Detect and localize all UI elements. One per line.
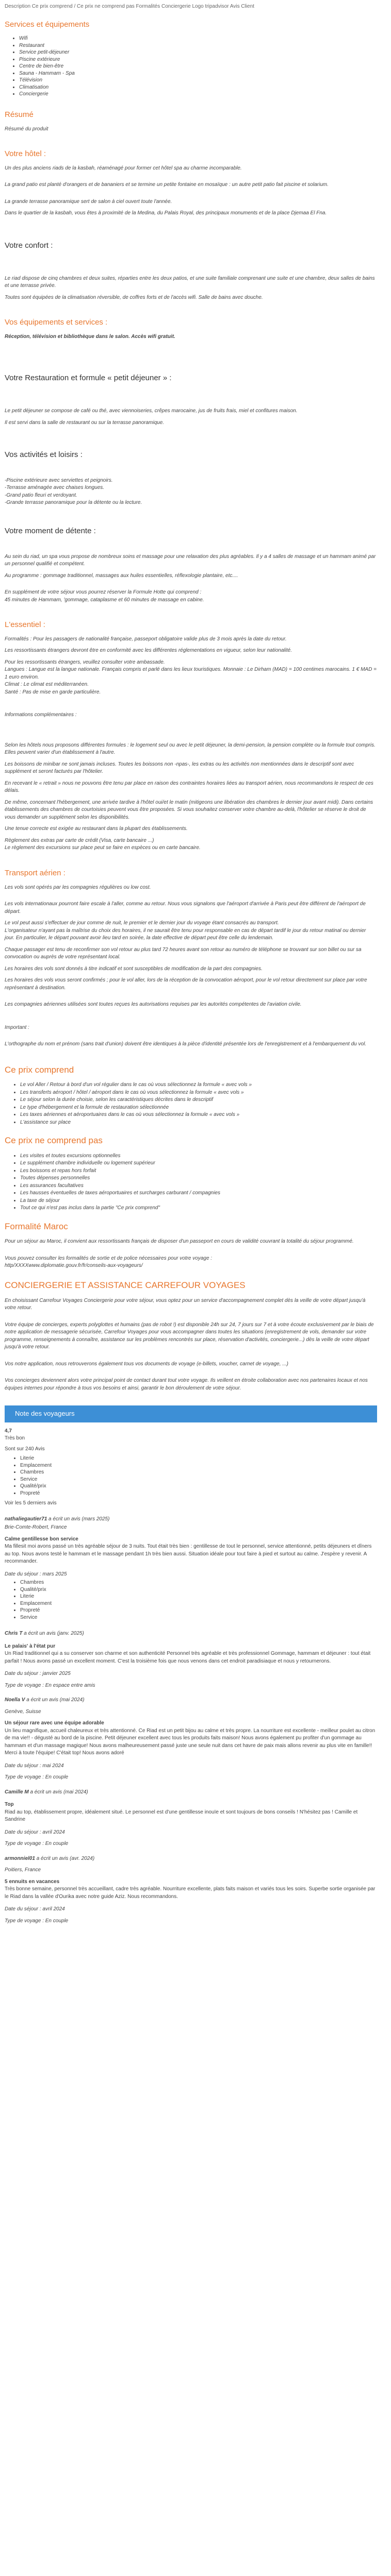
resto-p1: Le petit déjeuner se compose de café ou thé, avec viennoiseries, crêpes marocaine, jus de fruits frais, miel et confitures maison. xyxy=(5,408,298,414)
detente-p2: Au programme : gommage traditionnel, massages aux huiles essentielles, réflexologie plantaire, etc.... xyxy=(5,572,238,579)
essentiel-p13: Règlement des extras par carte de crédit (Visa, carte bancaire ...) xyxy=(5,837,154,843)
service-item: • Wifi xyxy=(19,35,377,42)
review-type: Type de voyage : En espace entre amis xyxy=(5,1682,95,1688)
resume-title: Résumé xyxy=(5,110,34,119)
essentiel-p3: Pour les ressortissants étrangers, veuillez consulter votre ambassade. xyxy=(5,659,165,665)
essentiel-p8: Selon les hôtels nous proposons différentes formules : le logement seul ou avec le petit déjeuner, la demi-pension, la pension complète ou la formule tout compris. Elles peuvent varier d'un établissement à l'autre. xyxy=(5,742,376,756)
review-cat: • Literie xyxy=(20,1593,377,1600)
service-item: • Piscine extérieure xyxy=(19,56,377,63)
service-item: • Service petit-déjeuner xyxy=(19,49,377,56)
review-date: Date du séjour : avril 2024 xyxy=(5,1829,65,1835)
review-date: Date du séjour : janvier 2025 xyxy=(5,1671,71,1677)
review-category: • Emplacement xyxy=(20,1462,377,1469)
review-category: • Literie xyxy=(20,1455,377,1462)
services-list xyxy=(5,35,377,98)
review-title: Un séjour rare avec une équipe adorable xyxy=(5,1720,104,1726)
resto-p2: Il est servi dans la salle de restaurant ou sur la terrasse panoramique. xyxy=(5,419,165,426)
activites-l1: -Piscine extérieure avec serviettes et peignoirs. xyxy=(5,477,113,483)
review-cat: • Propreté xyxy=(20,1607,377,1614)
transport-p3: Le vol peut aussi s'effectuer de jour comme de nuit, le premier et le dernier jour du voyage étant consacrés au transport. xyxy=(5,920,279,926)
essentiel-title: L'essentiel : xyxy=(5,620,45,629)
comprend-item: • Le type d'hébergement et la formule de restauration sélectionnée xyxy=(20,1104,377,1112)
review-body: Ma fillesit moi avons passé un très agréable séjour de 3 nuits. Tout était très bien : gentillesse de tout le personnel, service attentionné, petits déjeuners et dîners au top. Nous avons testé le hammam et le massage pendant 1h très bien aussi. Situation idéale pour tout faire à pied et surtout au calme. J'espère y revenir. A recommander. xyxy=(5,1544,372,1565)
essentiel-p5: Climat : Le climat est méditerranéen. xyxy=(5,682,89,688)
detente-title: Votre moment de détente : xyxy=(5,526,96,535)
review-author: Camille M a écrit un avis (mai 2024) xyxy=(5,1789,88,1795)
transport-p2: Les vols internationaux pourront faire escale à l'aller, comme au retour. Nous vous signalons que l'aéroport d'arrivée à Paris peut être différent de l'aéroport de départ. xyxy=(5,901,366,914)
comprend-item: • L'assistance sur place xyxy=(20,1119,377,1127)
equip-text: Réception, télévision et bibliothèque dans le salon. Accès wifi gratuit. xyxy=(5,333,175,340)
non-comprend-item: • Le supplément chambre individuelle ou logement supérieur xyxy=(20,1160,377,1167)
review-author: armonniel01 a écrit un avis (avr. 2024) xyxy=(5,1855,95,1861)
review-category: • Service xyxy=(20,1476,377,1483)
confort-p1: Le riad dispose de cinq chambres et deux suites, réparties entre les deux patios, et une suite familiale comprenant une suite et une chambre, deux salles de bains et une terrasse privée. xyxy=(5,275,375,289)
non-comprend-item: • Les visites et toutes excursions optionnelles xyxy=(20,1153,377,1160)
hotel-p4: Dans le quartier de la kasbah, vous êtes à proximité de la Medina, du Palais Royal, des principaux monuments et de la place Djemaa El Fna. xyxy=(5,210,327,216)
concierge-p2: Votre équipe de concierges, experts polyglottes et humains (pas de robot !) est disponible 24h sur 24, 7 jours sur 7 et à votre écoute exclusivement par le biais de notre application de messagerie sécurisée, Carrefour Voyages pour vous accompagner dans toutes les situations (enregistrement de vols, demander sur votre programme, renseignements à connaître, assistance sur les problèmes rencontrés sur place, réservation d'activités, conciergerie...) dès la veille de votre départ jusqu'à votre retour. xyxy=(5,1321,374,1350)
review-type: Type de voyage : En couple xyxy=(5,1918,69,1924)
review-author: nathaliegautier71 a écrit un avis (mars 2025) xyxy=(5,1516,110,1522)
essentiel-p14: Le règlement des excursions sur place peut se faire en espèces ou en carte bancaire. xyxy=(5,845,201,851)
review-category: • Qualité/prix xyxy=(20,1483,377,1490)
service-item: • Sauna - Hammam - Spa xyxy=(19,70,377,77)
service-item: • Conciergerie xyxy=(19,91,377,98)
transport-p4: L'organisateur n'ayant pas la maîtrise du choix des horaires, il ne saurait être tenu pour responsable en cas de départ tardif le jour du retour matinal ou dernier jour. En particulier, le départ pouvant avoir lieu tard en soirée, la date effective de départ peut être celle du lendemain. xyxy=(5,927,366,941)
confort-p2: Toutes sont équipées de la climatisation réversible, de coffres forts et de l'accès wifi. Salle de bains avec douche. xyxy=(5,294,263,300)
review-body: Un lieu magnifique, accueil chaleureux et très attentionné. Ce Riad est un petit bijou au calme et très propre. La nourriture est excellente - meilleur poulet au citron de ma vie!! - dégusté au bord de la piscine. Petit déjeuner excellent avec tous les produits faits maison! Nous avons également pu profiter d'un gommage au hammam et d'un massage magique! Nous avons malheureusement passé juste une seule nuit dans cet havre de paix mais allons revenir au plus vite en famille!! Merci à toute l'équipe! C'était top! Nous avons adoré xyxy=(5,1727,376,1756)
formalite-link[interactable]: http/XXXXwww.diplomatie.gouv.fr/fr/conseils-aux-voyageurs/ xyxy=(5,1263,143,1269)
non-comprend-item: • Toutes dépenses personnelles xyxy=(20,1175,377,1182)
review-item xyxy=(5,1516,377,1621)
review-cat: • Emplacement xyxy=(20,1600,377,1607)
formalite-p2: Vous pouvez consulter les formalités de sortie et de police nécessaires pour votre voyage : xyxy=(5,1255,213,1261)
detente-p4: 45 minutes de Hammam, 'gommage, cataplasme et 60 minutes de massage en cabine. xyxy=(5,597,204,603)
comprend-list xyxy=(5,1081,377,1126)
hotel-p2: La grand patio est planté d'orangers et de bananiers et se termine un petite fontaine en mosaïque : un autre petit patio fait piscine et solarium. xyxy=(5,182,329,188)
detente-p3: En supplément de votre séjour vous pourrez réserver la Formule Hotte qui comprend : xyxy=(5,589,202,595)
essentiel-p6: Santé : Pas de mise en garde particulière. xyxy=(5,689,101,695)
review-type: Type de voyage : En couple xyxy=(5,1774,69,1781)
service-item: • Restaurant xyxy=(19,42,377,49)
activites-l4: -Grande terrasse panoramique pour la détente ou la lecture. xyxy=(5,500,142,506)
review-title: 5 ennuits en vacances xyxy=(5,1878,60,1885)
services-title: Services et équipements xyxy=(5,20,90,29)
review-author: Chris T a écrit un avis (janv. 2025) xyxy=(5,1631,84,1637)
service-item: • Centre de bien-être xyxy=(19,63,377,70)
non-comprend-item: • Les assurances facultatives xyxy=(20,1182,377,1190)
tab-links[interactable]: Description Ce prix comprend / Ce prix ne comprend pas Formalités Conciergerie Logo tripadvisor Avis Client xyxy=(5,4,254,9)
non-comprend-list xyxy=(5,1153,377,1212)
non-comprend-title: Ce prix ne comprend pas xyxy=(5,1136,103,1146)
transport-p5: Chaque passager est tenu de reconfirmer son vol retour au plus tard 72 heures avant son retour au numéro de téléphone se trouvant sur son billet ou sur sa convocation ou auprès de votre représentant local. xyxy=(5,946,362,960)
formalite-title: Formalité Maroc xyxy=(5,1221,68,1231)
non-comprend-item: • La taxe de séjour xyxy=(20,1197,377,1205)
review-date: Date du séjour : mars 2025 xyxy=(5,1571,67,1577)
review-title: Le palais' à l'état pur xyxy=(5,1643,56,1649)
transport-p6: Les horaires des vols sont donnés à titre indicatif et sont susceptibles de modification de la part des compagnies. xyxy=(5,965,263,972)
review-item xyxy=(5,1789,377,1848)
service-item: • Télévision xyxy=(19,77,377,84)
detente-p1: Au sein du riad, un spa vous propose de nombreux soins et massage pour une relaxation des plus agréables. Il y a 4 salles de massage et un hammam animé par un personnel qualifié et compétent. xyxy=(5,553,376,567)
concierge-p1: En choisissant Carrefour Voyages Conciergerie pour votre séjour, vous optez pour un service d'accompagnement complet dès la veille de votre départ jusqu'à votre retour. xyxy=(5,1297,366,1311)
essentiel-p2: Les ressortissants étrangers devront être en conformité avec les différentes réglementations en vigueur, selon leur nationalité. xyxy=(5,648,292,654)
transport-p10: L'orthographe du nom et prénom (sans trait d'union) doivent être identiques à la pièce d'identité présentée lors de l'enregistrement et à l'embarquement du vol. xyxy=(5,1041,367,1047)
review-body: Très bonne semaine, personnel très accueillant, cadre très agréable. Nourriture excellente, plats faits maison et variés tous les soirs. Superbe sortie organisée par le Riad dans la vallée d'Ourika avec notre guide Aziz. Nous recommandons. xyxy=(5,1886,376,1900)
review-categories xyxy=(5,1455,377,1497)
comprend-item: • Les taxes aériennes et aéroportuaires dans le cas où vous sélectionnez la formule « avec vols » xyxy=(20,1111,377,1119)
resto-title: Votre Restauration et formule « petit déjeuner » : xyxy=(5,374,172,383)
concierge-title: CONCIERGERIE ET ASSISTANCE CARREFOUR VOYAGES xyxy=(5,1280,246,1290)
hotel-title: Votre hôtel : xyxy=(5,149,46,158)
review-date: Date du séjour : mai 2024 xyxy=(5,1762,64,1769)
transport-title: Transport aérien : xyxy=(5,868,66,877)
review-category: • Chambres xyxy=(20,1469,377,1476)
review-item xyxy=(5,1630,377,1689)
review-author: Noella V a écrit un avis (mai 2024) xyxy=(5,1697,85,1703)
reviews-section xyxy=(5,1428,377,1925)
review-location: Brie-Comte-Robert, France xyxy=(5,1524,67,1531)
review-item xyxy=(5,1697,377,1782)
transport-p1: Les vols sont opérés par les compagnies régulières ou low cost. xyxy=(5,884,151,890)
non-comprend-item: • Les boissons et repas hors forfait xyxy=(20,1167,377,1175)
confort-title: Votre confort : xyxy=(5,241,53,250)
activites-title: Vos activités et loisirs : xyxy=(5,450,83,459)
essentiel-p7: Informations complémentaires : xyxy=(5,712,77,718)
comprend-item: • Le vol Aller / Retour à bord d'un vol régulier dans le cas où vous sélectionnez la formule « avec vols » xyxy=(20,1081,377,1089)
review-item xyxy=(5,1855,377,1925)
transport-p7: Les horaires des vols vous seront confirmés ; pour le vol aller, lors de la réception de la convocation aéroport, pour le vol retour directement sur place par votre représentant à destination. xyxy=(5,977,367,991)
non-comprend-item: • Les hausses éventuelles de taxes aéroportuaires et surcharges carburant / compagnies xyxy=(20,1190,377,1197)
review-location: Poitiers, France xyxy=(5,1867,41,1873)
review-score: 4,7 xyxy=(5,1428,12,1434)
review-location: Genève, Suisse xyxy=(5,1708,41,1715)
see-reviews-link[interactable]: Voir les 5 derniers avis xyxy=(5,1500,57,1506)
formalite-p1: Pour un séjour au Maroc, il convient aux ressortissants français de disposer d'un passeport en cours de validité couvrant la totalité du séjour programmé. xyxy=(5,1239,354,1245)
review-cat: • Service xyxy=(20,1614,377,1621)
review-score-label: Très bon xyxy=(5,1435,25,1442)
transport-p9: Important : xyxy=(5,1024,29,1030)
activites-l3: -Grand patio fleuri et verdoyant. xyxy=(5,492,77,498)
review-date: Date du séjour : avril 2024 xyxy=(5,1906,65,1912)
essentiel-p9: Les boissons de minibar ne sont jamais incluses. Toutes les boissons non -npas-, les extras ou les activités non mentionnées dans le descriptif sont avec supplément et seront facturés par l'hôtelier. xyxy=(5,761,354,775)
concierge-p4: Vos concierges deviennent alors votre principal point de contact durant tout votre voyage. Ils veillent en étroite collaboration avec nos partenaires locaux et nos équipes internes pour répondre à tous vos besoins et ainsi, garantir le bon déroulement de votre séjour. xyxy=(5,1378,368,1391)
review-cat: • Chambres xyxy=(20,1579,377,1586)
hotel-p1: Un des plus anciens riads de la kasbah, réaménagé pour former cet hôtel spa au charme incomparable. xyxy=(5,165,242,171)
resume-text: Résumé du produit xyxy=(5,126,48,132)
review-title: Top xyxy=(5,1802,14,1808)
essentiel-p4: Langues : Langue est la langue nationale. Français compris et parlé dans les lieux touristiques. Monnaie : Le Dirham (MAD) = 100 centimes marocains. 1 € MAD = 1 euro environ. xyxy=(5,667,377,680)
service-item: • Climatisation xyxy=(19,84,377,91)
transport-p8: Les compagnies aériennes utilisées sont toutes reçues les autorisations requises par les autorités compétentes de l'aviation civile. xyxy=(5,1002,302,1007)
review-cat: • Qualité/prix xyxy=(20,1586,377,1594)
comprend-item: • Le séjour selon la durée choisie, selon les caractéristiques décrites dans le descriptif xyxy=(20,1096,377,1104)
comprend-item: • Les transferts aéroport / hôtel / aéroport dans le cas où vous sélectionnez la formule « avec vols » xyxy=(20,1089,377,1097)
hotel-p3: La grande terrasse panoramique sert de salon à ciel ouvert toute l'année. xyxy=(5,198,172,205)
equip-title: Vos équipements et services : xyxy=(5,318,108,327)
essentiel-p11: De même, concernant l'hébergement, une arrivée tardive à l'hôtel oui/et le matin (mitigeons une libération des chambres le dernier jour avant midi). Dans certains établissements des chambres de courtoisies peuvent vous être proposées. Si vous souhaitez conserver votre chambre au-delà, l'hôtelier se réserve le droit de vous demander un supplément selon les disponibilités. xyxy=(5,799,373,820)
reviews-header: Note des voyageurs xyxy=(5,1405,377,1422)
essentiel-p12: Une tenue correcte est exigée au restaurant dans la plupart des établissements. xyxy=(5,826,188,832)
review-category: • Propreté xyxy=(20,1490,377,1497)
review-title: Calme gentillesse bon service xyxy=(5,1536,78,1542)
review-body: Un Riad traditionnel qui a su conserver son charme et son authenticité Personnel très agréable et très professionnel Gommage, hammam et déjeuner : tout était parfait ! Nous avons passé un excellent moment. C'est la troisième fois que nous venons dans cet endroit paradisiaque et nous y retournerons. xyxy=(5,1651,371,1664)
essentiel-p10: En recevant le « retrait » nous ne pouvons être tenu par place en raison des contraintes horaires liées au transport aérien, nous recommandons le respect de ces délais. xyxy=(5,780,373,794)
review-body: Riad au top, établissement propre, idéalement situé. Le personnel est d'une gentillesse inouïe et sont toujours de bons conseils ! N'hésitez pas ! Camille et Sandrine xyxy=(5,1809,358,1823)
review-count: Sont sur 240 Avis xyxy=(5,1446,45,1452)
essentiel-p1: Formalités : Pour les passagers de nationalité française, passeport obligatoire valide plus de 3 mois après la date du retour. xyxy=(5,636,287,642)
review-cats xyxy=(5,1579,377,1621)
concierge-p3: Vos notre application, nous retrouverons également tous vos documents de voyage (e-billets, voucher, carnet de voyage, ...) xyxy=(5,1361,288,1367)
review-type: Type de voyage : En couple xyxy=(5,1841,69,1847)
activites-l2: -Terrasse aménagée avec chaises longues. xyxy=(5,485,105,491)
non-comprend-item: • Tout ce qui n'est pas inclus dans la partie "Ce prix comprend" xyxy=(20,1205,377,1212)
comprend-title: Ce prix comprend xyxy=(5,1064,74,1075)
